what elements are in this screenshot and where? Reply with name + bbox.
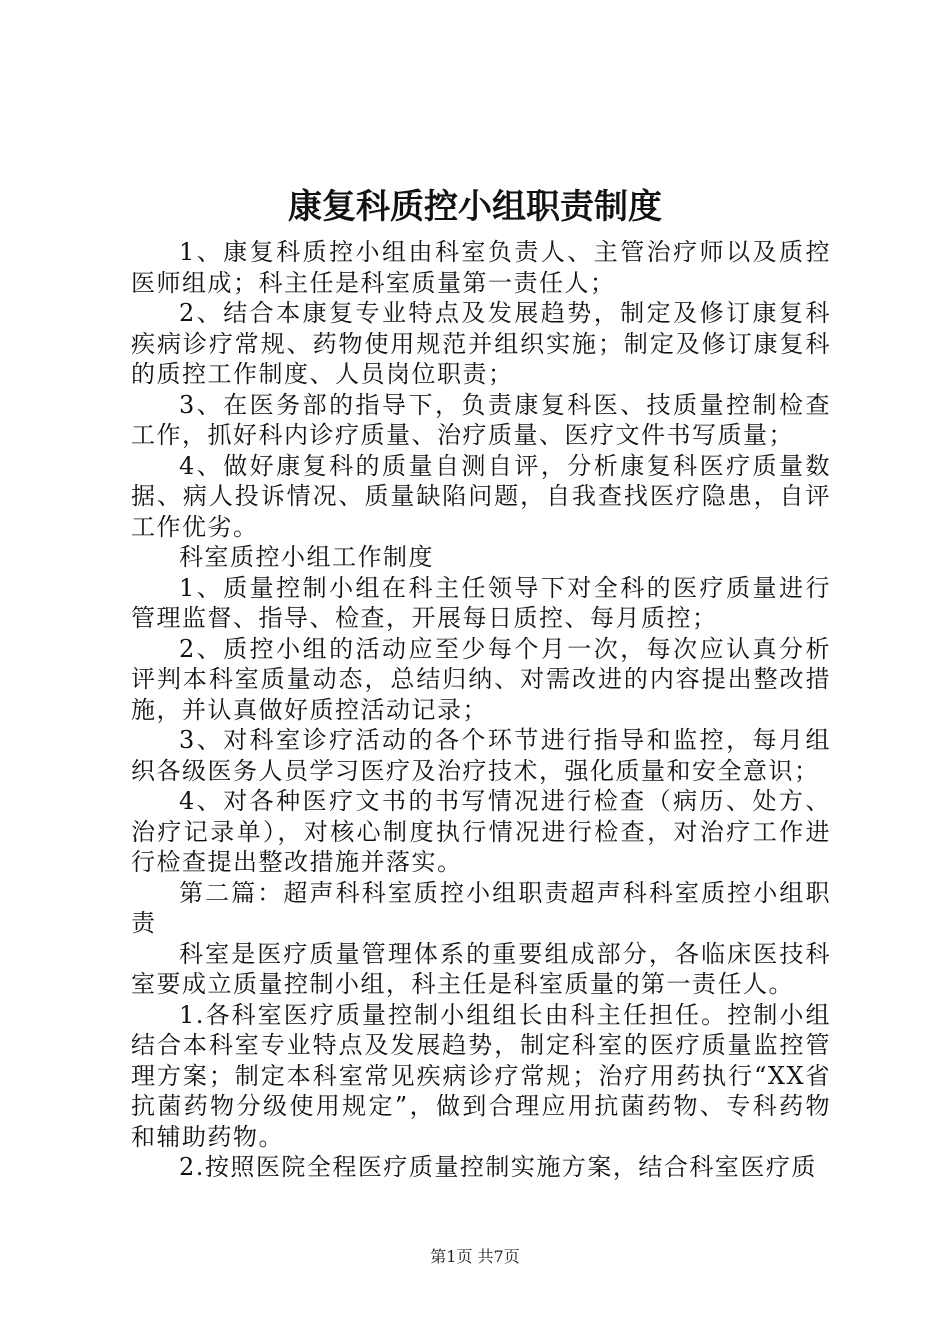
paragraph: 1、质量控制小组在科主任领导下对全科的医疗质量进行管理监督、指导、检查，开展每日质控、每月质控； bbox=[131, 573, 831, 632]
paragraph: 3、对科室诊疗活动的各个环节进行指导和监控，每月组织各级医务人员学习医疗及治疗技术，强化质量和安全意识； bbox=[131, 726, 831, 785]
paragraph: 1、康复科质控小组由科室负责人、主管治疗师以及质控医师组成；科主任是科室质量第一责任人； bbox=[131, 238, 831, 297]
section-heading: 第二篇：超声科科室质控小组职责超声科科室质控小组职责 bbox=[131, 878, 831, 937]
document-title: 康复科质控小组职责制度 bbox=[288, 187, 662, 227]
paragraph: 4、做好康复科的质量自测自评，分析康复科医疗质量数据、病人投诉情况、质量缺陷问题，自我查找医疗隐患，自评工作优劣。 bbox=[131, 451, 831, 541]
document-body bbox=[131, 237, 831, 1183]
page-number: 第1页 共7页 bbox=[430, 1247, 520, 1266]
paragraph: 2.按照医院全程医疗质量控制实施方案，结合科室医疗质 bbox=[179, 1153, 817, 1181]
paragraph: 4、对各种医疗文书的书写情况进行检查（病历、处方、治疗记录单），对核心制度执行情况进行检查，对治疗工作进行检查提出整改措施并落实。 bbox=[131, 787, 831, 876]
section-heading: 科室质控小组工作制度 bbox=[179, 543, 434, 571]
paragraph: 2、质控小组的活动应至少每个月一次，每次应认真分析评判本科室质量动态，总结归纳、对需改进的内容提出整改措施，并认真做好质控活动记录； bbox=[131, 634, 831, 724]
paragraph: 科室是医疗质量管理体系的重要组成部分，各临床医技科室要成立质量控制小组，科主任是科室质量的第一责任人。 bbox=[131, 939, 831, 998]
paragraph: 2、结合本康复专业特点及发展趋势，制定及修订康复科疾病诊疗常规、药物使用规范并组织实施；制定及修订康复科的质控工作制度、人员岗位职责； bbox=[131, 299, 831, 388]
paragraph: 3、在医务部的指导下，负责康复科医、技质量控制检查工作，抓好科内诊疗质量、治疗质量、医疗文件书写质量； bbox=[131, 390, 831, 449]
paragraph: 1.各科室医疗质量控制小组组长由科主任担任。控制小组结合本科室专业特点及发展趋势，制定科室的医疗质量监控管理方案；制定本科室常见疾病诊疗常规；治疗用药执行“XX省抗菌药物分级使用规定”，做到合理应用抗菌药物、专科药物和辅助药物。 bbox=[131, 1000, 831, 1151]
